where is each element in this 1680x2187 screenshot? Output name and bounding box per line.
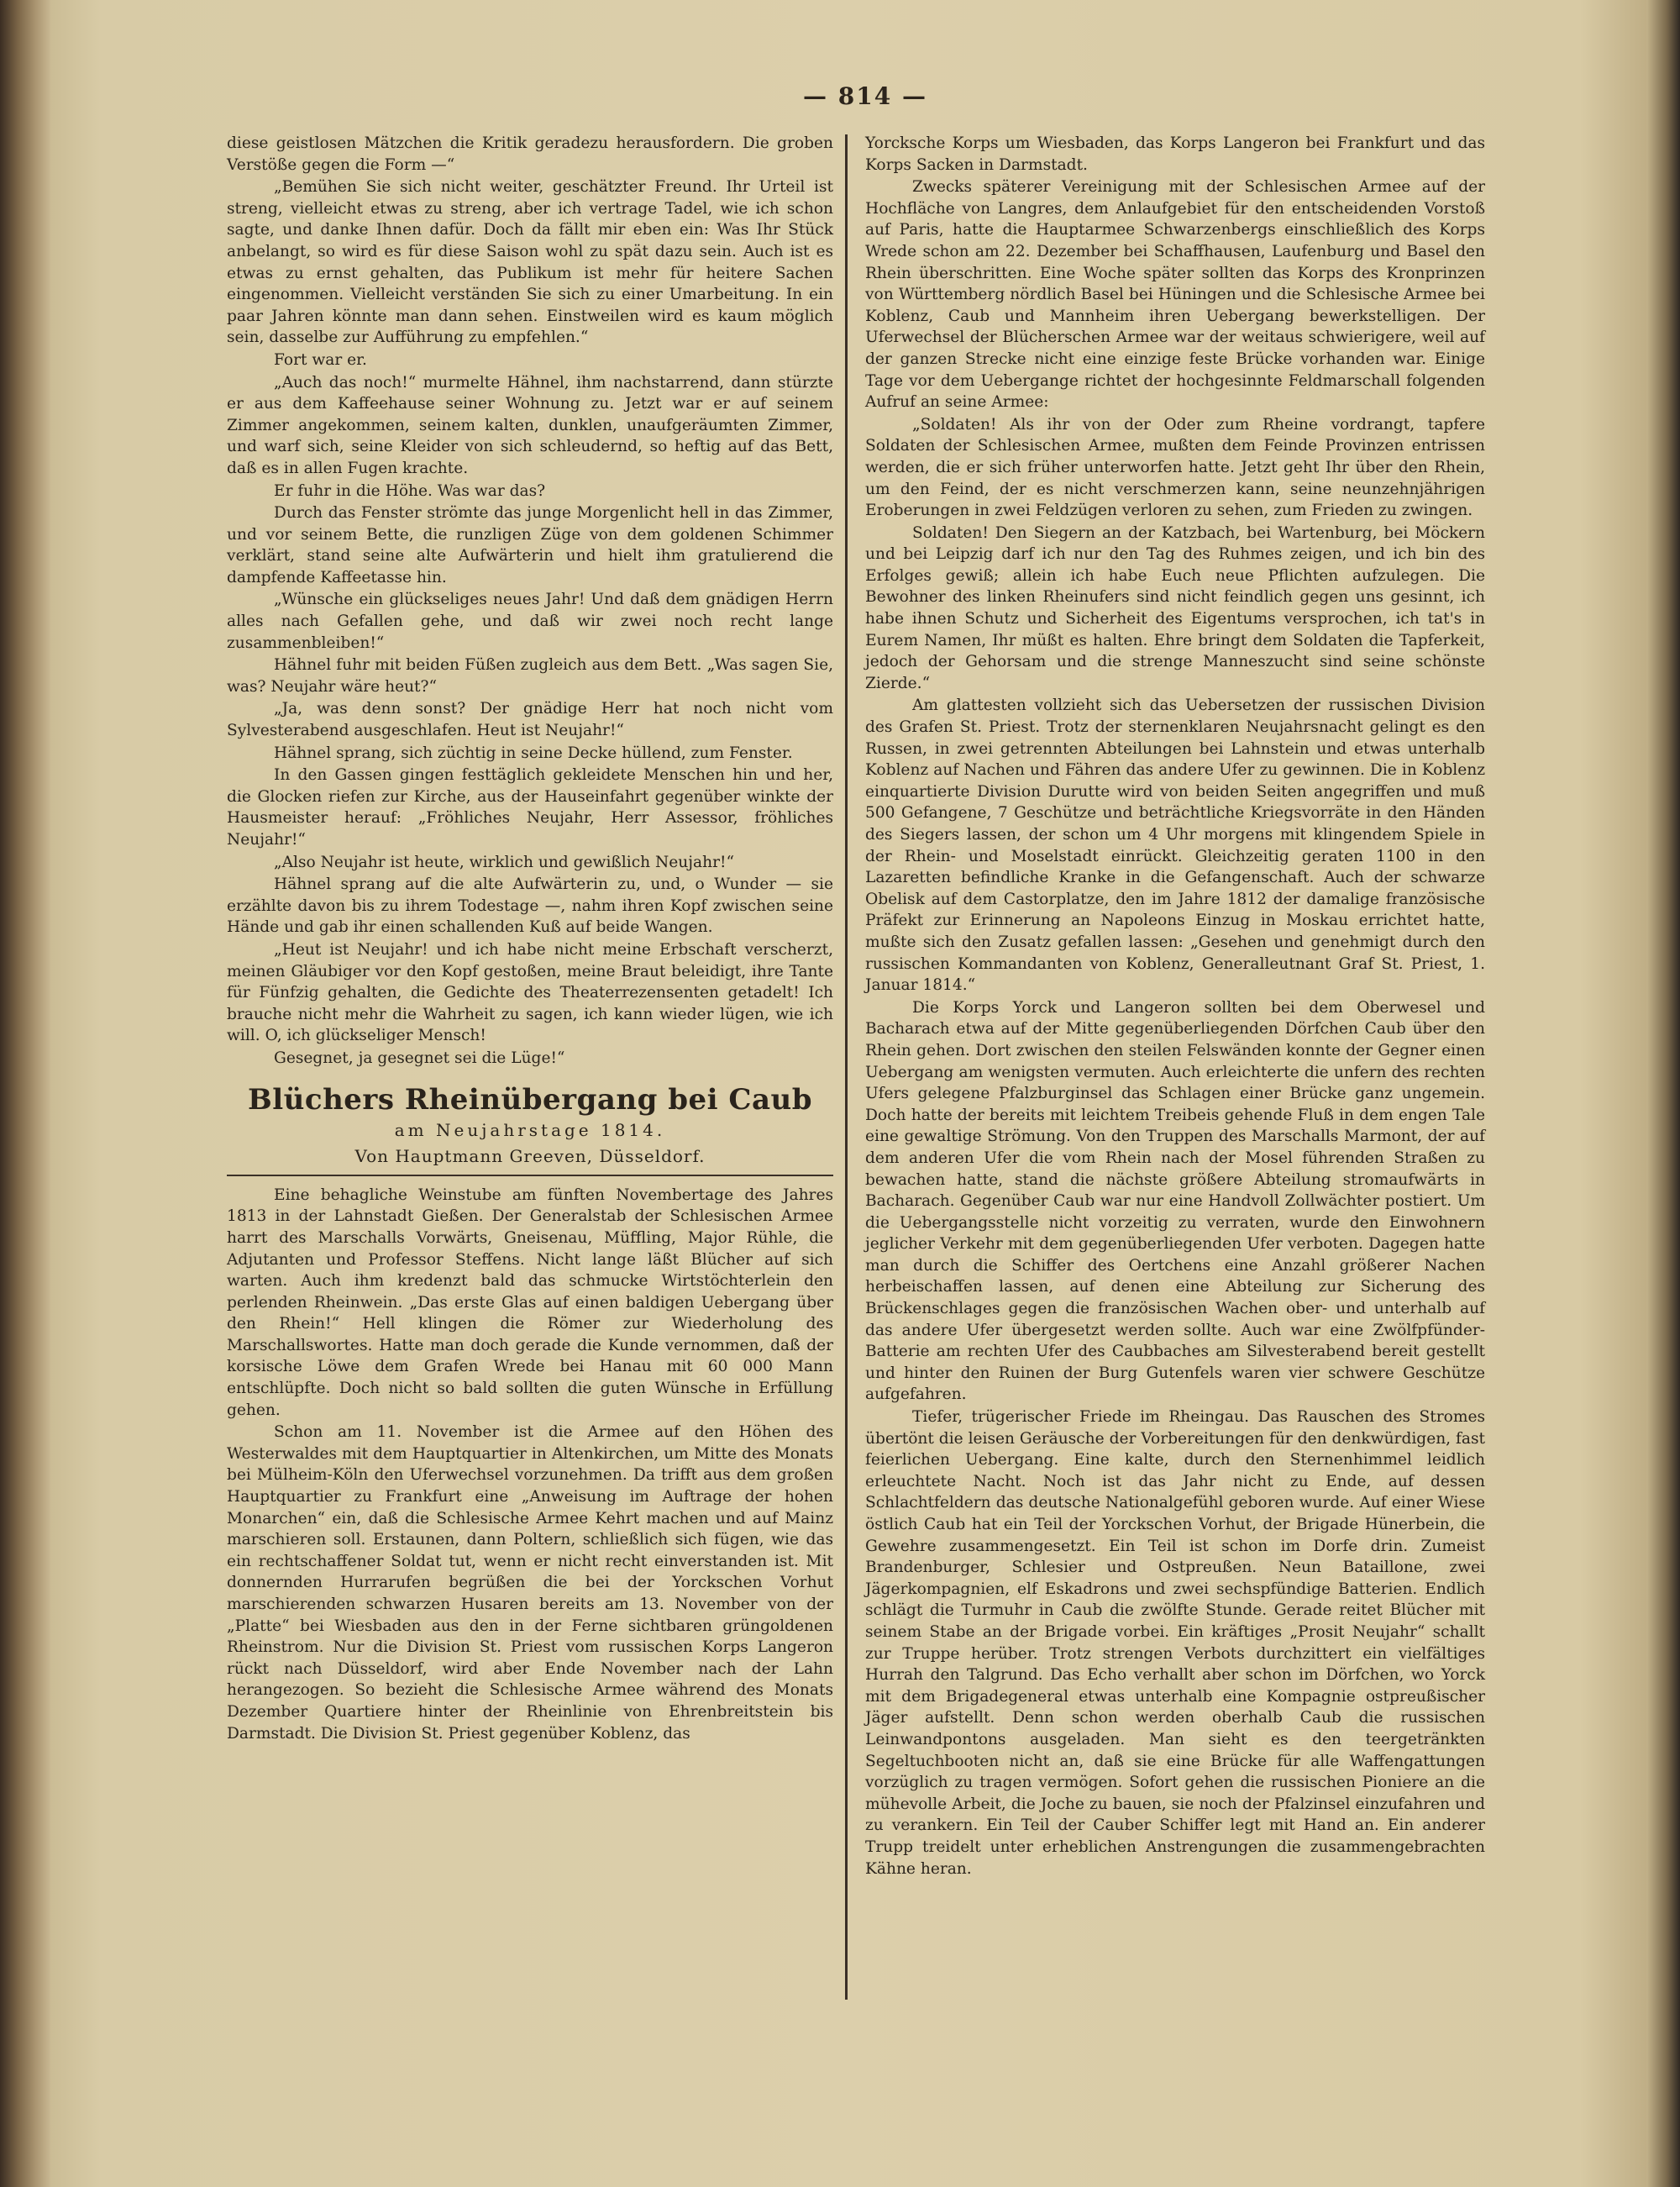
story-paragraph: diese geistlosen Mätzchen die Kritik geradezu herausfordern. Die groben Verstöße gegen die Form —“ xyxy=(227,134,833,174)
story-paragraph: In den Gassen gingen festtäglich gekleidete Menschen hin und her, die Glocken riefen zur Kirche, aus der Hauseinfahrt gegenüber winkte der Hausmeister herauf: „Fröhliches Neujahr, Herr Assessor, fröhliches Neujahr!“ xyxy=(227,766,833,849)
story-paragraph: Hähnel sprang, sich züchtig in seine Decke hüllend, zum Fenster. xyxy=(274,744,793,762)
story-paragraph: „Heut ist Neujahr! und ich habe nicht meine Erbschaft verscherzt, meinen Gläubiger vor den Kopf gestoßen, meine Braut beleidigt, ihre Tante für Fünfzig gehalten, die Gedichte des Theaterrezensenten getadelt! Ich brauche nicht mehr die Wahrheit zu sagen, ich kann wieder lügen, wie ich will. O, ich glückseliger Mensch! xyxy=(227,940,833,1045)
article-paragraph: Tiefer, trügerischer Friede im Rheingau. Das Rauschen des Stromes übertönt die leisen Geräusche der Vorbereitungen für den denkwürdigen, fast feierlichen Uebergang. Eine kalte, durch den Sternenhimmel leidlich erleuchtete Nacht. Noch ist das Jahr nicht zu Ende, auf dessen Schlachtfeldern das deutsche Nationalgefühl geboren wurde. Auf einer Wiese östlich Caub hat ein Teil der Yorckschen Vorhut, der Brigade Hünerbein, die Gewehre zusammengesetzt. Ein Teil ist schon im Dorfe drin. Zumeist Brandenburger, Schlesier und Ostpreußen. Neun Bataillone, zwei Jägerkompagnien, elf Eskadrons und zwei sechspfündige Batterien. Endlich schlägt die Turmuhr in Caub die zwölfte Stunde. Gerade reitet Blücher mit seinem Stabe an der Brigade vorbei. Ein kräftiges „Prosit Neujahr“ schallt zur Truppe herüber. Trotz strengen Verbots durchzittert ein vielfältiges Hurrah den Talgrund. Das Echo verhallt aber schon im Dörfchen, wo Yorck mit dem Brigadegeneral etwas unterhalb eine Kompagnie ostpreußischer Jäger aufstellt. Denn schon werden oberhalb Caub die russischen Leinwandpontons ausgeladen. Man sieht es den teergetränkten Segeltuchbooten nicht an, daß sie eine Brücke für alle Waffengattungen vorzüglich zu tragen vermögen. Sofort gehen die russischen Pioniere an die mühevolle Arbeit, die Joche zu bauen, sie noch der Pfalzinsel einzufahren und zu verankern. Ein Teil der Cauber Schiffer legt mit Hand an. Ein anderer Trupp treidelt unter erheblichen Anstrengungen die zusammengebrachten Kähne heran. xyxy=(865,1408,1485,1878)
story-paragraph: Gesegnet, ja gesegnet sei die Lüge!“ xyxy=(274,1049,565,1067)
article-subtitle: am Neujahrstage 1814. xyxy=(394,1119,666,1140)
story-paragraph: Durch das Fenster strömte das junge Morgenlicht hell in das Zimmer, und vor seinem Bette, die runzligen Züge von dem goldenen Schimmer verklärt, stand seine alte Aufwärterin und hielt ihm gratulierend die dampfende Kaffeetasse hin. xyxy=(227,504,833,586)
left-column xyxy=(227,133,833,1745)
story-paragraph: „Auch das noch!“ murmelte Hähnel, ihm nachstarrend, dann stürzte er aus dem Kaffeehause seiner Wohnung zu. Jetzt war er auf seinem Zimmer angekommen, seinem kalten, dunklen, unaufgeräumten Zimmer, und warf sich, seine Kleider von sich schleudernd, so heftig auf das Bett, daß es in allen Fugen krachte. xyxy=(227,373,833,477)
book-spine-left xyxy=(0,0,50,2187)
article-paragraph: Soldaten! Den Siegern an der Katzbach, bei Wartenburg, bei Möckern und bei Leipzig darf ich nur den Tag des Ruhmes zeigen, und ich bin des Erfolges gewiß; allein ich habe Euch neue Pflichten aufzulegen. Die Bewohner des linken Rheinufers sind nicht feindlich gegen uns gesinnt, ich habe ihnen Schutz und Sicherheit des Eigentums versprochen, ich tat's in Eurem Namen, Ihr müßt es halten. Ehre bringt dem Soldaten die Tapferkeit, jedoch der Gehorsam und die strenge Manneszucht sind seine schönste Zierde.“ xyxy=(865,523,1485,692)
article-paragraph: Zwecks späterer Vereinigung mit der Schlesischen Armee auf der Hochfläche von Langres, dem Anlaufgebiet für den entscheidenden Vorstoß auf Paris, hatte die Hauptarmee Schwarzenbergs einschließlich des Korps Wrede schon am 22. Dezember bei Schaffhausen, Laufenburg und Basel den Rhein überschritten. Eine Woche später sollten das Korps des Kronprinzen von Württemberg nördlich Basel bei Hüningen und die Schlesische Armee bei Koblenz, Caub und Mannheim ihren Uebergang bewerkstelligen. Der Uferwechsel der Blücherschen Armee war der weitaus schwierigere, weil auf der ganzen Strecke nicht eine einzige feste Brücke vorhanden war. Einige Tage vor dem Uebergange richtet der hochgesinnte Feldmarschall folgenden Aufruf an seine Armee: xyxy=(865,178,1485,412)
article-paragraph: Schon am 11. November ist die Armee auf den Höhen des Westerwaldes mit dem Hauptquartier in Altenkirchen, um Mitte des Monats bei Mülheim-Köln den Uferwechsel vorzunehmen. Da trifft aus dem großen Hauptquartier zu Frankfurt eine „Anweisung im Auftrage der hohen Monarchen“ ein, daß die Schlesische Armee Kehrt machen und auf Mainz marschieren soll. Erstaunen, dann Poltern, schließlich sich fügen, wie das ein rechtschaffener Soldat tut, wenn er nicht recht einverstanden ist. Mit donnernden Hurrarufen begrüßen die bei der Yorckschen Vorhut marschierenden schwarzen Husaren bereits am 13. November von der „Platte“ bei Wiesbaden aus den in der Ferne sichtbaren grüngoldenen Rheinstrom. Nur die Division St. Priest vom russischen Korps Langeron rückt nach Düsseldorf, wird aber Ende November nach der Lahn herangezogen. So bezieht die Schlesische Armee während des Monats Dezember Quartiere hinter der Rheinlinie von Ehrenbreitstein bis Darmstadt. Die Division St. Priest gegenüber Koblenz, das xyxy=(227,1423,833,1743)
article-paragraph: Die Korps Yorck und Langeron sollten bei dem Oberwesel und Bacharach etwa auf der Mitte gegenüberliegenden Dörfchen Caub über den Rhein gehen. Dort zwischen den steilen Felswänden konnte der Gegner einen Uebergang am wenigsten vermuten. Auch erleichterte die unfern des rechten Ufers gelegene Pfalzburginsel das Schlagen einer Brücke ganz ungemein. Doch hatte der bereits mit leichtem Treibeis gehende Fluß in dem engen Tale eine gewaltige Strömung. Von den Truppen des Marschalls Marmont, der auf dem anderen Ufer die vom Rhein nach der Mosel führenden Straßen zu bewachen hatte, stand die nächste größere Abteilung stromaufwärts in Bacharach. Gegenüber Caub war nur eine Handvoll Zollwächter postiert. Um die Uebergangsstelle nicht vorzeitig zu verraten, wurde den Einwohnern jeglicher Verkehr mit dem gegenüberliegenden Ufer verboten. Dagegen hatte man durch die Schiffer des Oertchens eine Anzahl größerer Nachen herbeischaffen lassen, auf denen eine Abteilung zur Sicherung des Brückenschlages gegen die französischen Wachen ober- und unterhalb auf das andere Ufer übergesetzt werden sollte. Auch war eine Zwölfpfünder-Batterie am rechten Ufer des Caubbaches am Silvesterabend bereit gestellt und hinter den Ruinen der Burg Gutenfels waren vier schwere Geschütze aufgefahren. xyxy=(865,998,1485,1404)
article-author: Von Hauptmann Greeven, Düsseldorf. xyxy=(354,1146,706,1167)
story-paragraph: Hähnel sprang auf die alte Aufwärterin zu, und, o Wunder — sie erzählte davon bis zu ihrem Todestage —, nahm ihren Kopf zwischen seine Hände und gab ihr einen schallenden Kuß auf beide Wangen. xyxy=(227,875,833,937)
article-title: Blüchers Rheinübergang bei Caub xyxy=(248,1082,812,1117)
story-paragraph: Fort war er. xyxy=(274,350,367,369)
story-paragraph: Er fuhr in die Höhe. Was war das? xyxy=(274,481,546,500)
author-rule xyxy=(227,1175,833,1176)
article-paragraph: „Soldaten! Als ihr von der Oder zum Rheine vordrangt, tapfere Soldaten der Schlesischen Armee, mußten dem Feinde Provinzen entrissen werden, die er sich früher unterworfen hatte. Jetzt geht Ihr über den Rhein, um den Feind, der es nicht verschmerzen kann, seine neunzehnjährigen Eroberungen in zwei Feldzügen verloren zu sehen, zum Frieden zu zwingen. xyxy=(865,415,1485,520)
story-paragraph: „Wünsche ein glückseliges neues Jahr! Und daß dem gnädigen Herrn alles nach Gefallen gehe, und daß wir zwei noch recht lange zusammenbleiben!“ xyxy=(227,591,833,652)
story-paragraph: „Also Neujahr ist heute, wirklich und gewißlich Neujahr!“ xyxy=(274,853,734,871)
article-paragraph: Eine behagliche Weinstube am fünften Novembertage des Jahres 1813 in der Lahnstadt Gießen. Der Generalstab der Schlesischen Armee harrt des Marschalls Vorwärts, Gneisenau, Müffling, Major Rühle, die Adjutanten und Professor Steffens. Nicht lange läßt Blücher auf sich warten. Auch ihm kredenzt bald das schmucke Wirtstöchterlein den perlenden Rheinwein. „Das erste Glas auf einen baldigen Uebergang über den Rhein!“ Hell klingen die Römer zur Wiederholung des Marschallswortes. Hatte man doch gerade die Kunde vernommen, daß der korsische Löwe dem Grafen Wrede bei Hanau mit 60 000 Mann entschlüpfte. Doch nicht so bald sollten die guten Wünsche in Erfüllung gehen. xyxy=(227,1186,833,1419)
article-paragraph: Yorcksche Korps um Wiesbaden, das Korps Langeron bei Frankfurt und das Korps Sacken in Darmstadt. xyxy=(865,134,1485,174)
story-paragraph: „Bemühen Sie sich nicht weiter, geschätzter Freund. Ihr Urteil ist streng, vielleicht etwas zu streng, aber ich vertrage Tadel, wie ich schon sagte, und danke Ihnen dafür. Doch da fällt mir eben ein: Was Ihr Stück anbelangt, so wird es für diese Saison wohl zu spät dazu sein. Auch ist es etwas zu ernst gehalten, das Publikum ist mehr für heitere Sachen eingenommen. Vielleicht verständen Sie sich zu einer Umarbeitung. In ein paar Jahren könnte man dann sehen. Einstweilen wird es kaum möglich sein, dasselbe zur Aufführung zu empfehlen.“ xyxy=(227,178,833,347)
article-paragraph: Am glattesten vollzieht sich das Uebersetzen der russischen Division des Grafen St. Priest. Trotz der sternenklaren Neujahrsnacht gelingt es den Russen, in zwei getrennten Abteilungen bei Lahnstein und etwas unterhalb Koblenz auf Nachen und Fähren das andere Ufer zu gewinnen. Die in Koblenz einquartierte Division Durutte wird von beiden Seiten angegriffen und muß 500 Gefangene, 7 Geschütze und beträchtliche Kriegsvorräte in den Händen des Siegers lassen, der schon um 4 Uhr morgens mit klingendem Spiele in der Rhein- und Moselstadt einrückt. Gleichzeitig geraten 1100 in den Lazaretten befindliche Kranke in die Gefangenschaft. Auch der schwarze Obelisk auf dem Castorplatze, den im Jahre 1812 der damalige französische Präfekt zur Erinnerung an Napoleons Einzug in Moskau errichtet hatte, mußte sich den Zusatz gefallen lassen: „Gesehen und genehmigt durch den russischen Kommandanten von Koblenz, Generalleutnant Graf St. Priest, 1. Januar 1814.“ xyxy=(865,697,1485,995)
page-number: — 814 — xyxy=(803,82,927,110)
right-column xyxy=(865,133,1485,1880)
column-divider xyxy=(845,134,848,2000)
story-paragraph: Hähnel fuhr mit beiden Füßen zugleich aus dem Bett. „Was sagen Sie, was? Neujahr wäre heut?“ xyxy=(227,656,833,696)
book-edge-right xyxy=(1646,0,1680,2187)
story-paragraph: „Ja, was denn sonst? Der gnädige Herr hat noch nicht vom Sylvesterabend ausgeschlafen. Heut ist Neujahr!“ xyxy=(227,700,833,740)
